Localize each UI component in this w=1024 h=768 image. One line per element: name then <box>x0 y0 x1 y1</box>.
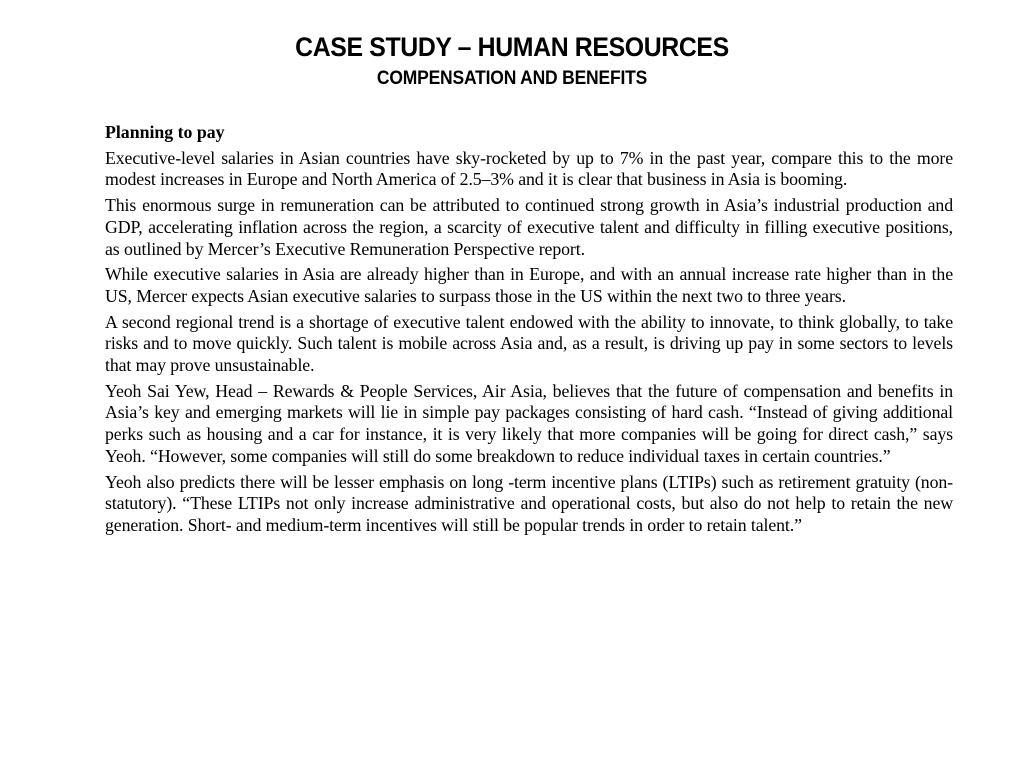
title-block <box>0 30 1024 92</box>
paragraph-6: Yeoh also predicts there will be lesser emphasis on long -term incentive plans (LTIPs) such as retirement gratuity (non-statutory). “These LTIPs not only increase administrative and operational costs, but also do not help to retain the new generation. Short- and medium-term incentives will still be popular trends in order to retain talent.” <box>105 471 953 535</box>
paragraph-5: Yeoh Sai Yew, Head – Rewards & People Services, Air Asia, believes that the future of compensation and benefits in Asia’s key and emerging markets will lie in simple pay packages consisting of hard cash. “Instead of giving additional perks such as housing and a car for instance, it is very likely that more companies will be going for direct cash,” says Yeoh. “However, some companies will still do some breakdown to reduce individual taxes in certain countries.” <box>105 380 953 466</box>
section-heading: Planning to pay <box>105 122 225 142</box>
paragraph-3: While executive salaries in Asia are already higher than in Europe, and with an annual increase rate higher than in the US, Mercer expects Asian executive salaries to surpass those in the US within the next two to three years. <box>105 264 953 306</box>
slide-subtitle: COMPENSATION AND BENEFITS <box>376 68 648 89</box>
paragraph-1: Executive-level salaries in Asian countries have sky-rocketed by up to 7% in the past year, compare this to the more modest increases in Europe and North America of 2.5–3% and it is clear that business in Asia is booming. <box>105 147 953 190</box>
body-content <box>105 122 953 541</box>
paragraph-4: A second regional trend is a shortage of executive talent endowed with the ability to innovate, to think globally, to take risks and to move quickly. Such talent is mobile across Asia and, as a result, is driving up pay in some sectors to levels that may prove unsustainable. <box>105 311 953 376</box>
paragraph-2: This enormous surge in remuneration can be attributed to continued strong growth in Asia’s industrial production and GDP, accelerating inflation across the region, a scarcity of executive talent and difficulty in filling executive positions, as outlined by Mercer’s Executive Remuneration Perspective report. <box>105 195 953 259</box>
slide-title: CASE STUDY – HUMAN RESOURCES <box>295 32 729 62</box>
